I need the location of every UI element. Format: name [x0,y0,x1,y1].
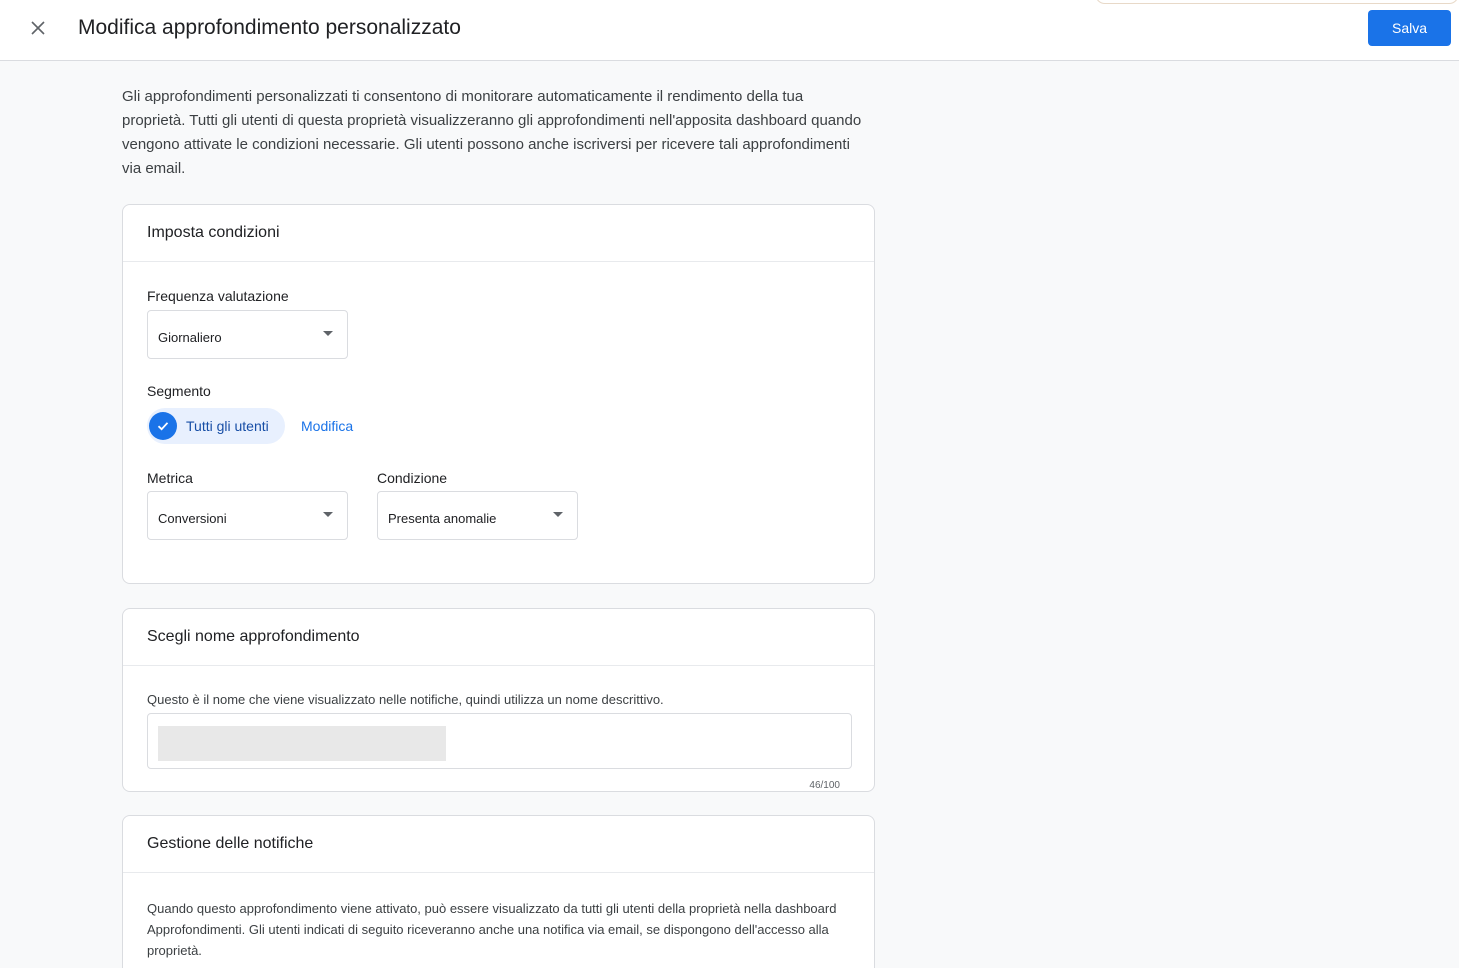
dropdown-arrow-icon [323,331,333,336]
intro-text: Gli approfondimenti personalizzati ti consentono di monitorare automaticamente il rendimento della tua proprietà. Tutti gli utenti di questa proprietà visualizzeranno gli approfondimenti nell'apposita dashboard quando vengono attivate le condizioni necessarie. Gli utenti possono anche iscriversi per ricevere tali approfondimenti via email. [122,88,862,177]
edit-segment-link[interactable]: Modifica [301,418,354,434]
segment-chip[interactable] [147,408,285,444]
dropdown-arrow-icon [323,512,333,517]
overlay-popup-edge [1095,0,1459,4]
top-bar [0,0,1459,61]
frequency-value: Giornaliero [158,330,222,345]
notifications-description: Quando questo approfondimento viene attivato, può essere visualizzato da tutti gli utenti della proprietà nella dashboard Approfondimenti. Gli utenti indicati di seguito riceveranno anche una notifica via email, se dispongono dell'accesso alla proprietà. [147,901,837,958]
dropdown-arrow-icon [553,512,563,517]
name-card [122,608,875,792]
segment-label: Segmento [147,383,211,399]
condition-dropdown[interactable] [377,491,578,540]
segment-chip-label: Tutti gli utenti [186,418,269,434]
character-counter: 46/100 [809,780,840,791]
metric-label: Metrica [147,470,193,486]
name-section-title: Scegli nome approfondimento [123,609,874,666]
check-icon [149,412,177,440]
close-button[interactable] [24,14,52,42]
close-icon [31,21,45,35]
conditions-card [122,204,875,584]
metric-dropdown[interactable] [147,491,348,540]
page-title: Modifica approfondimento personalizzato [78,16,461,39]
name-description: Questo è il nome che viene visualizzato nelle notifiche, quindi utilizza un nome descrittivo. [147,692,664,707]
notifications-title: Gestione delle notifiche [123,816,874,873]
frequency-dropdown[interactable] [147,310,348,359]
insight-name-input[interactable] [147,713,852,769]
save-button[interactable]: Salva [1368,10,1451,46]
conditions-title: Imposta condizioni [123,205,874,262]
notifications-card [122,815,875,968]
metric-value: Conversioni [158,511,227,526]
condition-label: Condizione [377,470,448,486]
condition-value: Presenta anomalie [388,511,497,526]
redacted-name-value [158,726,446,761]
frequency-label: Frequenza valutazione [147,288,289,304]
